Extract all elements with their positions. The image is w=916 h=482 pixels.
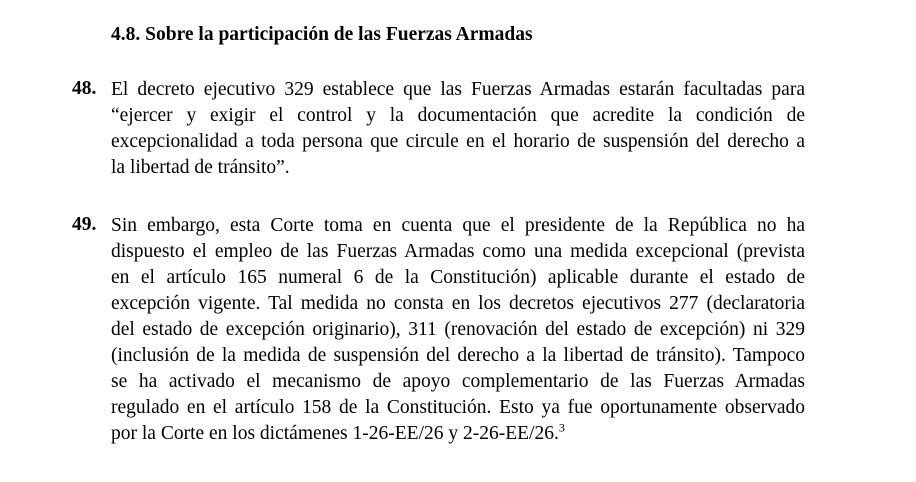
- paragraph-number-48: 48.: [72, 78, 97, 99]
- paragraph-line: (inclusión de la medida de suspensión del derecho a la libertad de tránsito). Tampoco: [111, 345, 805, 366]
- paragraph-line: excepción vigente. Tal medida no consta en los decretos ejecutivos 277 (declaratoria: [111, 293, 805, 314]
- footnote-reference[interactable]: 3: [558, 420, 565, 435]
- paragraph-line: dispuesto el empleo de las Fuerzas Armadas como una medida excepcional (prevista: [111, 241, 805, 262]
- paragraph-49: [111, 213, 805, 447]
- paragraph-line-text: por la Corte en los dictámenes 1-26-EE/26 y 2-26-EE/26.: [111, 423, 559, 444]
- paragraph-line: “ejercer y exigir el control y la documentación que acredite la condición de: [111, 105, 805, 126]
- paragraph-line: se ha activado el mecanismo de apoyo complementario de las Fuerzas Armadas: [111, 371, 805, 392]
- paragraph-line: en el artículo 165 numeral 6 de la Constitución) aplicable durante el estado de: [111, 267, 805, 288]
- paragraph-line: la libertad de tránsito”.: [111, 157, 290, 178]
- paragraph-line: regulado en el artículo 158 de la Constitución. Esto ya fue oportunamente observado: [111, 397, 805, 418]
- paragraph-number-49: 49.: [72, 214, 97, 235]
- paragraph-line: Sin embargo, esta Corte toma en cuenta que el presidente de la República no ha: [111, 215, 805, 236]
- paragraph-line: del estado de excepción originario), 311 (renovación del estado de excepción) ni 329: [111, 319, 805, 340]
- paragraph-line-last: [111, 421, 805, 447]
- section-heading: 4.8. Sobre la participación de las Fuerzas Armadas: [111, 24, 533, 45]
- paragraph-line: excepcionalidad a toda persona que circule en el horario de suspensión del derecho a: [111, 131, 805, 152]
- paragraph-48: [111, 77, 805, 181]
- paragraph-line: El decreto ejecutivo 329 establece que las Fuerzas Armadas estarán facultadas para: [111, 79, 805, 100]
